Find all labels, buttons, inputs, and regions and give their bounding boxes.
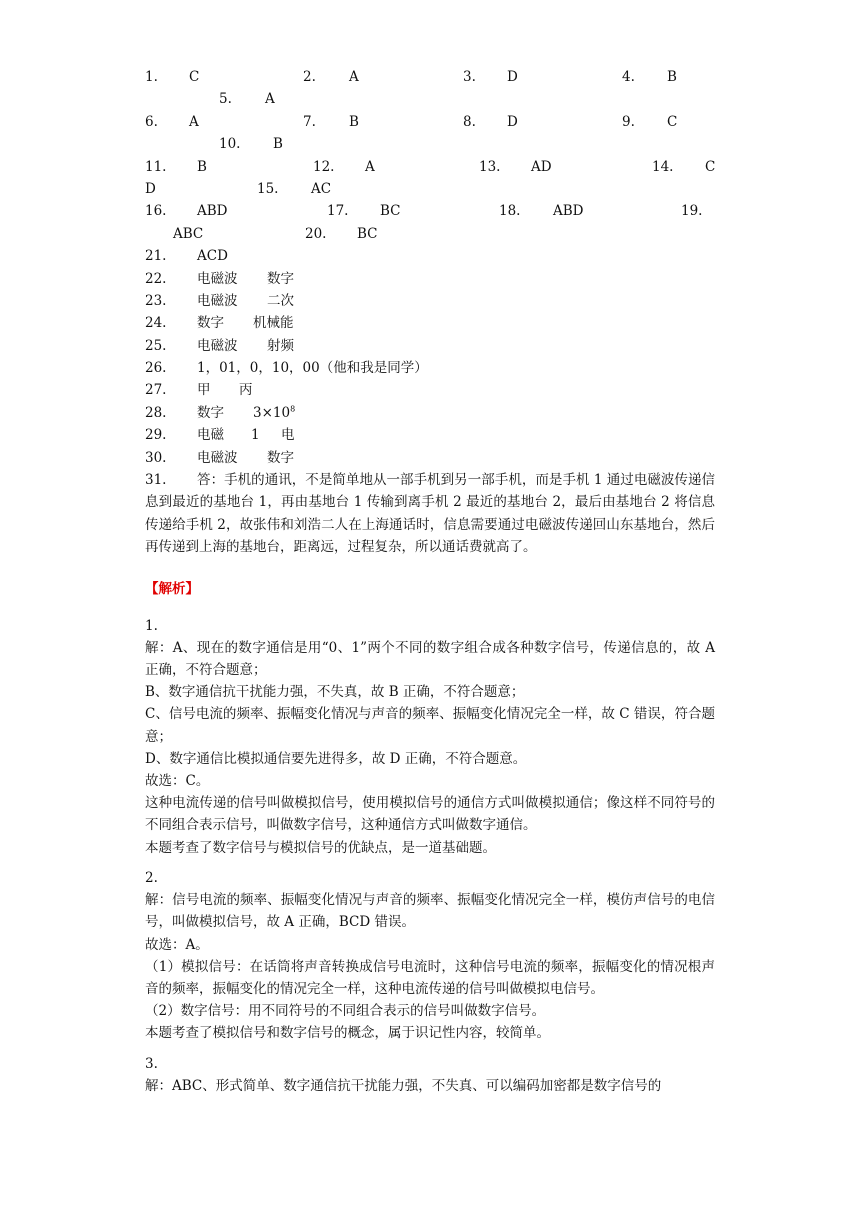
answer-value: A [365,158,375,175]
answer-value: B [273,136,283,153]
explanation-line: D、数字通信比模拟通信要先进得多，故 D 正确，不符合题意。 [145,750,527,767]
explanation-line: 故选：C。 [145,773,210,790]
answer-row [145,111,715,133]
answer-value: AC [311,180,332,197]
answer-row [145,245,715,267]
explanation-number: 3. [145,1055,158,1072]
answer-value: B [349,113,359,130]
question-number: 15. [257,180,279,197]
answer-text: 答：手机的通讯，不是简单地从一部手机到另一部手机，而是手机 1 通过电磁波传递信息到最近的基地台 1，再由基地台 1 传输到离手机 2 最近的基地台 2，最后由基地台 2 将信息传递给手机 2，故张伟和刘浩二人在上海通话时，信息需要通过电磁波传递回山东基地台，然后再传递到上海的基地台，距离远，过程复杂，所以通话费就高了。 [145,472,715,556]
answer-value: C [667,113,678,130]
question-number: 23. [145,292,167,309]
question-number: 29. [145,427,167,444]
question-number: 2. [303,69,316,85]
answer-row [145,312,715,334]
answer-value: A [265,91,275,108]
section-title: 【解析】 [145,580,199,597]
question-number: 4. [622,69,635,85]
explanation-line: 解：ABC、形式简单、数字通信抗干扰能力强，不失真、可以编码加密都是数字信号的 [145,1077,662,1094]
explanation-line: 本题考查了模拟信号和数字信号的概念，属于识记性内容，较简单。 [145,1025,550,1042]
question-number: 13. [479,158,501,175]
answer-value: 二次 [267,292,294,309]
answer-row [145,402,715,424]
answer-row [145,66,715,88]
answer-value: D [507,69,518,85]
explanation-line: 这种电流传递的信号叫做模拟信号，使用模拟信号的通信方式叫做模拟通信；像这样不同符号的不同组合表示信号，叫做数字信号，这种通信方式叫做数字通信。 [145,795,715,834]
answer-value: 1 [251,427,260,444]
answer-base: 3×10 [253,404,291,421]
explanation-block [145,1053,715,1097]
question-number: 18. [499,203,521,220]
question-number: 21. [145,248,167,265]
question-number: 9. [622,113,635,130]
answer-row [145,357,715,379]
document-page [145,66,715,1105]
answer-value: 数字 [197,404,224,421]
question-number: 12. [313,158,335,175]
explanation-block [145,615,715,859]
answer-row [145,88,715,110]
question-number: 17. [327,203,349,220]
answer-value: BC [357,225,378,242]
question-number: 20. [305,225,327,242]
question-number: 26. [145,360,167,377]
question-number: 19. [681,203,703,220]
question-number: 28. [145,404,167,421]
question-number: 7. [303,113,316,130]
answer-value: C [705,158,716,175]
explanation-line: 解：A、现在的数字通信是用“0、1”两个不同的数字组合成各种数字信号，传递信息的，故 A 正确，不符合题意； [145,639,715,679]
explanation-number: 2. [145,869,158,886]
question-number: 6. [145,113,158,130]
answer-value: 机械能 [253,315,294,332]
answer-value: D [145,180,156,197]
answer-value: B [197,158,207,175]
question-number: 1. [145,69,158,85]
answer-row [145,156,715,178]
question-number: 3. [463,69,476,85]
explanation-line: 本题考查了数字信号与模拟信号的优缺点，是一道基础题。 [145,839,496,856]
answer-value: 数字 [267,449,294,466]
question-number: 8. [463,113,476,130]
answer-value: ABD [197,203,228,220]
answer-value: C [189,69,200,85]
question-number: 14. [652,158,674,175]
question-number: 11. [145,158,167,175]
answer-row [145,424,715,446]
answer-row [145,223,715,245]
answer-value: 电磁 [197,427,224,444]
answer-value: 电磁波 [197,337,238,354]
answer-value: ABD [553,203,584,220]
answer-row [145,268,715,290]
question-number: 30. [145,449,167,466]
explanation-line: B、数字通信抗干扰能力强，不失真，故 B 正确，不符合题意； [145,684,525,701]
explanations [145,615,715,1097]
explanation-number: 1. [145,617,158,634]
answer-value: 1，01，0，10，00（他和我是同学） [197,360,428,377]
answer-value: AD [531,158,552,175]
answer-value: 数字 [197,315,224,332]
answer-row [145,379,715,401]
answer-row [145,200,715,222]
question-number: 16. [145,203,167,220]
explanation-block [145,867,715,1045]
question-number: 25. [145,337,167,354]
answer-value: 电磁波 [197,292,238,309]
explanation-line: C、信号电流的频率、振幅变化情况与声音的频率、振幅变化情况完全一样，故 C 错误，符合题意； [145,706,715,745]
answer-value: ACD [197,248,228,265]
explanation-line: 故选：A。 [145,936,209,953]
question-number: 10. [219,136,241,153]
answer-row [145,290,715,312]
explanation-line: （1）模拟信号：在话筒将声音转换成信号电流时，这种信号电流的频率，振幅变化的情况根声音的频率，振幅变化的情况完全一样，这种电流传递的信号叫做模拟电信号。 [145,958,715,997]
answer-value: 丙 [239,382,253,399]
question-number: 22. [145,270,167,287]
answer-value: 电磁波 [197,449,238,466]
answer-row [145,133,715,155]
answer-value: 电磁波 [197,270,238,287]
explanation-line: （2）数字信号：用不同符号的不同组合表示的信号叫做数字信号。 [145,1003,546,1020]
answer-value: 数字 [267,270,294,287]
answer-value: A [189,113,199,130]
question-number: 31. [145,472,167,489]
answer-value: ABC [173,225,204,242]
answer-row [145,335,715,357]
answer-value: BC [380,203,401,220]
explanation-line: 解：信号电流的频率、振幅变化情况与声音的频率、振幅变化情况完全一样，模仿声信号的电信号，叫做模拟信号，故 A 正确，BCD 错误。 [145,892,715,931]
answer-value: D [507,113,518,130]
answer-value: 射频 [267,337,294,354]
answer-value [253,402,295,424]
answer-value: A [349,69,359,85]
answer-value: 甲 [197,382,211,399]
answer-value: 电 [281,427,295,444]
question-number: 27. [145,382,167,399]
answer-row [145,178,715,200]
answer-31 [145,469,715,559]
answer-value: B [667,69,677,85]
answer-exponent: 8 [290,404,296,414]
question-number: 24. [145,315,167,332]
answer-row [145,447,715,469]
question-number: 5. [219,91,232,108]
